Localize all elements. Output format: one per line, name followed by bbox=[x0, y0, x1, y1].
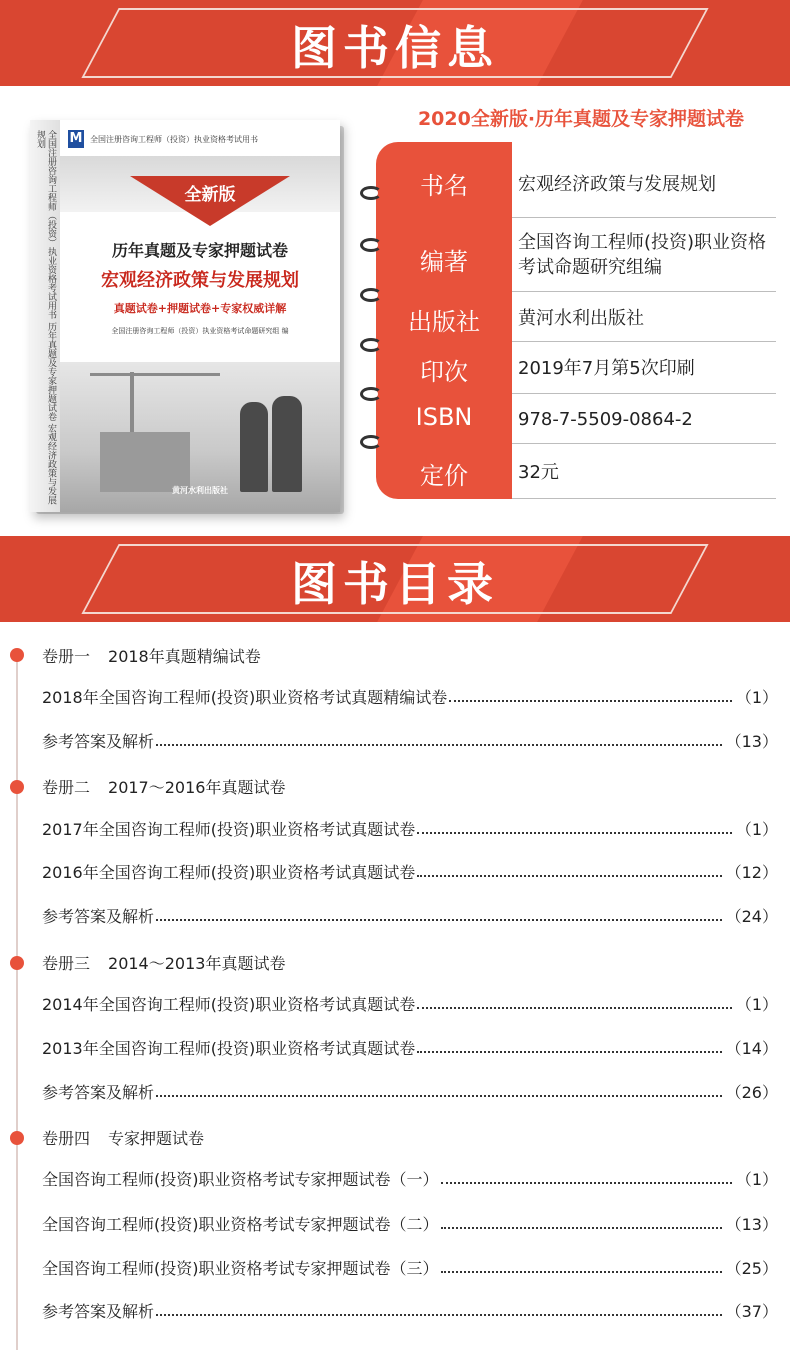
info-row-printing bbox=[376, 342, 776, 394]
volume-name: 专家押题试卷 bbox=[108, 1129, 205, 1148]
binder-ring-icon bbox=[360, 387, 382, 401]
crane-arm bbox=[90, 373, 220, 376]
entry-title: 参考答案及解析 bbox=[42, 907, 155, 926]
entry-title: 全国咨询工程师(投资)职业资格考试专家押题试卷（二） bbox=[42, 1215, 439, 1234]
toc-entry[interactable] bbox=[42, 1255, 778, 1279]
info-value: 32元 bbox=[518, 462, 559, 483]
info-banner bbox=[0, 0, 790, 86]
info-value: 黄河水利出版社 bbox=[518, 308, 644, 329]
dot-leader bbox=[417, 1007, 732, 1009]
volume-dot bbox=[10, 780, 24, 794]
publisher-logo: M bbox=[69, 131, 83, 146]
dot-leader bbox=[417, 875, 721, 877]
toc-entry[interactable] bbox=[42, 1035, 778, 1059]
info-label: ISBN bbox=[415, 403, 473, 431]
toc-entry[interactable] bbox=[42, 903, 778, 927]
info-row-publisher bbox=[376, 292, 776, 342]
cover-publisher: 黄河水利出版社 bbox=[172, 486, 228, 495]
cover-title-1: 历年真题及专家押题试卷 bbox=[111, 241, 288, 260]
entry-page: （14） bbox=[725, 1039, 778, 1058]
dot-leader bbox=[156, 919, 722, 921]
worker-figure bbox=[240, 402, 268, 492]
volume-number: 卷册一 bbox=[42, 647, 91, 666]
volume-name: 2018年真题精编试卷 bbox=[108, 647, 261, 666]
entry-title: 2016年全国咨询工程师(投资)职业资格考试真题试卷 bbox=[42, 863, 416, 882]
spine-text: 全国注册咨询工程师（投资）执业资格考试用书 历年真题及专家押题试卷 宏观经济政策与发展规划 bbox=[35, 130, 56, 505]
entry-title: 2013年全国咨询工程师(投资)职业资格考试真题试卷 bbox=[42, 1039, 416, 1058]
entry-page: （1） bbox=[735, 820, 778, 839]
info-value: 978-7-5509-0864-2 bbox=[518, 409, 693, 430]
info-value: 2019年7月第5次印刷 bbox=[518, 358, 695, 379]
toc-timeline bbox=[16, 650, 18, 1350]
construction-scene bbox=[60, 362, 340, 512]
worker-figure bbox=[272, 396, 302, 492]
entry-title: 参考答案及解析 bbox=[42, 732, 155, 751]
binder-ring-icon bbox=[360, 238, 382, 252]
entry-title: 全国咨询工程师(投资)职业资格考试专家押题试卷（一） bbox=[42, 1170, 439, 1189]
entry-page: （37） bbox=[725, 1302, 778, 1321]
entry-page: （26） bbox=[725, 1083, 778, 1102]
toc-entry[interactable] bbox=[42, 1166, 778, 1190]
toc-banner bbox=[0, 536, 790, 622]
entry-page: （12） bbox=[725, 863, 778, 882]
dot-leader bbox=[417, 1051, 721, 1053]
dot-leader bbox=[441, 1227, 722, 1229]
info-value: 宏观经济政策与发展规划 bbox=[518, 174, 716, 195]
volume-heading bbox=[42, 644, 261, 667]
dot-leader bbox=[417, 832, 732, 834]
toc-entry[interactable] bbox=[42, 684, 778, 708]
entry-page: （1） bbox=[735, 688, 778, 707]
info-label: 印次 bbox=[420, 358, 468, 386]
info-label: 出版社 bbox=[408, 308, 480, 336]
entry-page: （1） bbox=[735, 995, 778, 1014]
cover-title-2: 宏观经济政策与发展规划 bbox=[101, 270, 299, 291]
volume-heading bbox=[42, 951, 285, 974]
banner-title: 图书信息 bbox=[291, 21, 499, 75]
info-row-isbn bbox=[376, 394, 776, 444]
cover-author: 全国注册咨询工程师（投资）执业资格考试命题研究组 编 bbox=[111, 327, 289, 335]
volume-name: 2017～2016年真题试卷 bbox=[108, 778, 286, 797]
entry-page: （1） bbox=[735, 1170, 778, 1189]
dot-leader bbox=[156, 744, 722, 746]
toc-entry[interactable] bbox=[42, 1211, 778, 1235]
toc-entry[interactable] bbox=[42, 728, 778, 752]
binder-ring-icon bbox=[360, 435, 382, 449]
cover-edition: 全新版 bbox=[184, 185, 236, 205]
row-divider bbox=[512, 498, 776, 499]
toc-entry[interactable] bbox=[42, 1298, 778, 1322]
entry-title: 参考答案及解析 bbox=[42, 1083, 155, 1102]
edition-heading: 2020全新版·历年真题及专家押题试卷 bbox=[417, 108, 745, 130]
info-label: 编著 bbox=[420, 248, 468, 276]
toc-entry[interactable] bbox=[42, 816, 778, 840]
entry-title: 2018年全国咨询工程师(投资)职业资格考试真题精编试卷 bbox=[42, 688, 448, 707]
entry-page: （13） bbox=[725, 1215, 778, 1234]
volume-heading bbox=[42, 775, 285, 798]
banner-title: 图书目录 bbox=[291, 557, 499, 611]
entry-page: （24） bbox=[725, 907, 778, 926]
book-cover bbox=[30, 120, 340, 512]
info-label: 书名 bbox=[420, 172, 468, 200]
book-spine bbox=[30, 120, 60, 512]
volume-number: 卷册四 bbox=[42, 1129, 91, 1148]
info-row-title bbox=[376, 142, 776, 218]
volume-dot bbox=[10, 648, 24, 662]
dot-leader bbox=[449, 700, 732, 702]
binder-ring-icon bbox=[360, 186, 382, 200]
toc-entry[interactable] bbox=[42, 991, 778, 1015]
dot-leader bbox=[441, 1271, 722, 1273]
dot-leader bbox=[441, 1182, 732, 1184]
entry-page: （13） bbox=[725, 732, 778, 751]
info-value: 全国咨询工程师(投资)职业资格考试命题研究组编 bbox=[518, 232, 767, 278]
binder-ring-icon bbox=[360, 338, 382, 352]
book-front bbox=[60, 120, 340, 512]
info-row-price bbox=[376, 444, 776, 499]
entry-page: （25） bbox=[725, 1259, 778, 1278]
entry-title: 全国咨询工程师(投资)职业资格考试专家押题试卷（三） bbox=[42, 1259, 439, 1278]
cover-subtitle: 真题试卷+押题试卷+专家权威详解 bbox=[113, 302, 287, 315]
building-frame bbox=[100, 432, 190, 492]
entry-title: 2014年全国咨询工程师(投资)职业资格考试真题试卷 bbox=[42, 995, 416, 1014]
toc-entry[interactable] bbox=[42, 859, 778, 883]
binder-ring-icon bbox=[360, 288, 382, 302]
volume-dot bbox=[10, 956, 24, 970]
info-label: 定价 bbox=[420, 462, 468, 490]
cover-series: 全国注册咨询工程师（投资）执业资格考试用书 bbox=[90, 135, 258, 144]
volume-name: 2014～2013年真题试卷 bbox=[108, 954, 286, 973]
entry-title: 参考答案及解析 bbox=[42, 1302, 155, 1321]
book-info-card bbox=[376, 142, 776, 499]
volume-number: 卷册三 bbox=[42, 954, 91, 973]
dot-leader bbox=[156, 1314, 722, 1316]
info-row-author bbox=[376, 218, 776, 292]
volume-dot bbox=[10, 1131, 24, 1145]
volume-number: 卷册二 bbox=[42, 778, 91, 797]
entry-title: 2017年全国咨询工程师(投资)职业资格考试真题试卷 bbox=[42, 820, 416, 839]
dot-leader bbox=[156, 1095, 722, 1097]
volume-heading bbox=[42, 1126, 204, 1149]
toc-entry[interactable] bbox=[42, 1079, 778, 1103]
